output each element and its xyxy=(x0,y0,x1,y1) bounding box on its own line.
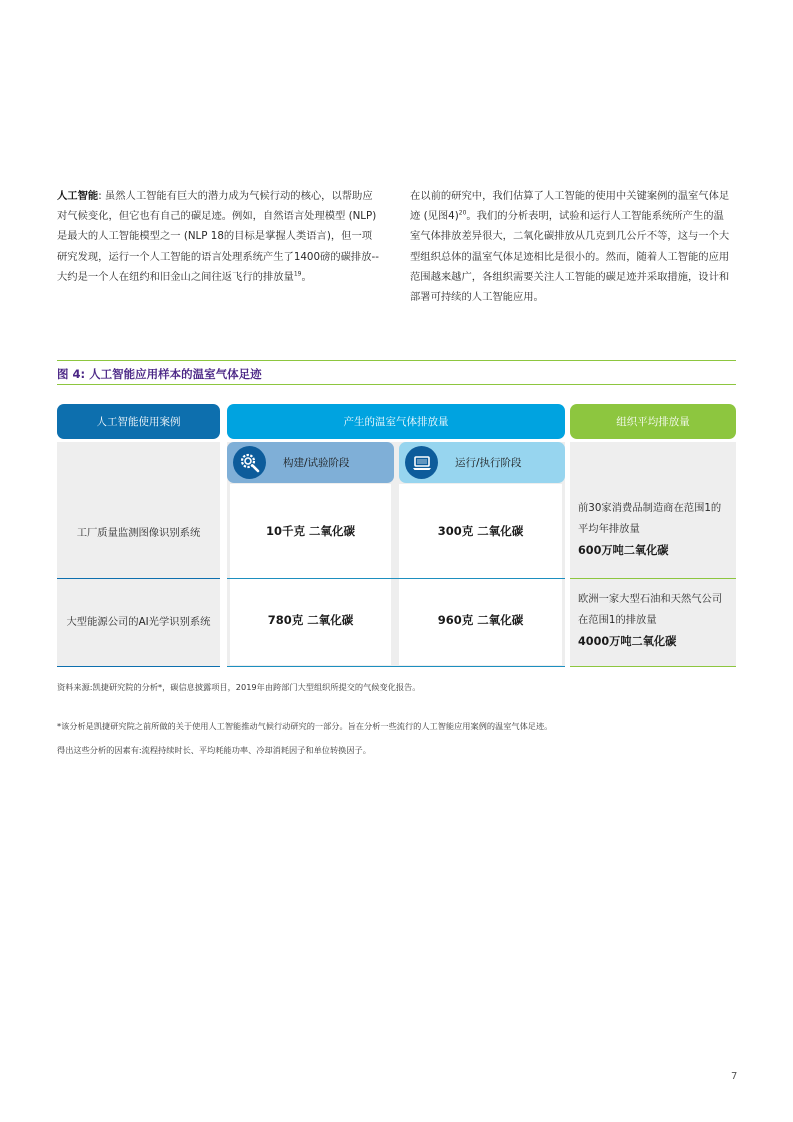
org-desc-line: 前30家消费品制造商在范围1的 xyxy=(578,502,722,514)
build-value-row-1: 10千克 二氧化碳 xyxy=(265,524,355,538)
body-left-line-5 xyxy=(57,267,382,287)
body-right-line-2 xyxy=(410,206,735,226)
body-right-line-1: 在以前的研究中，我们估算了人工智能的使用中关键案例的温室气体足 xyxy=(410,190,730,202)
header-use-case: 人工智能使用案例 xyxy=(57,404,220,439)
body-text: : 虽然人工智能有巨大的潜力成为气候行动的核心，以帮助应 xyxy=(98,190,373,202)
table-bottom-rule xyxy=(57,666,220,667)
figure-top-rule xyxy=(57,360,736,361)
build-value-row-2: 780克 二氧化碳 xyxy=(267,613,354,627)
laptop-icon xyxy=(405,446,438,479)
gear-magnifier-icon xyxy=(233,446,266,479)
org-cell-row-2 xyxy=(578,589,736,652)
body-right-line-3: 室气体排放差异很大，二氧化碳排放从几克到几公斤不等，这与一个大 xyxy=(410,230,730,243)
body-left-column xyxy=(57,186,382,287)
footnote-ref: 19 xyxy=(293,270,302,278)
body-left-line-4: 研究发现，运行一个人工智能的语言处理系统产生了1400磅的碳排放-- xyxy=(57,250,379,263)
footnote-ref: 20 xyxy=(458,209,467,217)
use-case-row-2: 大型能源公司的AI光学识别系统 xyxy=(66,616,211,628)
factors-note: 得出这些分析的因素有:流程持续时长、平均耗能功率、冷却消耗因子和单位转换因子。 xyxy=(57,745,371,755)
body-text: 大约是一个人在纽约和旧金山之间往返飞行的排放量 xyxy=(57,270,294,283)
phase-run-label: 运行/执行阶段 xyxy=(455,457,522,469)
org-desc-line: 平均年排放量 xyxy=(578,523,640,535)
row-divider xyxy=(570,578,736,579)
phase-build-label: 构建/试验阶段 xyxy=(283,457,350,469)
run-cell-bg xyxy=(399,484,562,665)
body-lead: 人工智能 xyxy=(57,190,99,202)
header-ghg-emissions: 产生的温室气体排放量 xyxy=(227,404,565,439)
table-bottom-rule xyxy=(570,666,736,667)
figure-title: 图 4: 人工智能应用样本的温室气体足迹 xyxy=(57,367,262,381)
org-cell-row-1 xyxy=(578,498,736,561)
page-number: 7 xyxy=(731,1071,738,1082)
source-note: 资料来源:凯捷研究院的分析*，碳信息披露项目，2019年由跨部门大型组织所提交的气候变化报告。 xyxy=(57,682,421,692)
body-right-line-6: 部署可持续的人工智能应用。 xyxy=(410,291,544,304)
footnote: *该分析是凯捷研究院之前所做的关于使用人工智能推动气候行动研究的一部分。旨在分析一些流行的人工智能应用案例的温室气体足迹。 xyxy=(57,721,553,731)
body-text: 。 xyxy=(301,270,312,283)
body-left-line-3: 是最大的人工智能模型之一 (NLP 18的目标是掌握人类语言)，但一项 xyxy=(57,230,373,243)
row-divider xyxy=(227,578,565,579)
org-value-row-2: 4000万吨二氧化碳 xyxy=(578,635,677,648)
run-value-row-1: 300克 二氧化碳 xyxy=(437,524,524,538)
row-divider xyxy=(57,578,220,579)
body-left-line-2: 对气候变化，但它也有自己的碳足迹。例如，自然语言处理模型 (NLP) xyxy=(57,210,377,223)
use-case-row-1: 工厂质量监测图像识别系统 xyxy=(76,527,201,539)
body-right-column xyxy=(410,186,735,307)
phase-build-header xyxy=(227,442,394,483)
use-case-column-bg xyxy=(57,442,220,667)
table-bottom-rule xyxy=(227,666,565,667)
phase-run-header xyxy=(399,442,565,483)
body-right-line-4: 型组织总体的温室气体足迹相比是很小的。然而，随着人工智能的应用 xyxy=(410,250,730,263)
org-desc-line: 欧洲一家大型石油和天然气公司 xyxy=(578,593,723,605)
build-cell-bg xyxy=(230,484,391,665)
figure-bottom-rule xyxy=(57,384,736,385)
body-text: 迹 (见图4) xyxy=(410,210,459,223)
org-desc-line: 在范围1的排放量 xyxy=(578,614,657,626)
body-left-line-1 xyxy=(57,186,382,206)
body-right-line-5: 范围越来越广，各组织需要关注人工智能的碳足迹并采取措施，设计和 xyxy=(410,270,730,283)
org-value-row-1: 600万吨二氧化碳 xyxy=(578,544,669,557)
body-text: 。我们的分析表明，试验和运行人工智能系统所产生的温 xyxy=(466,210,724,223)
header-org-average: 组织平均排放量 xyxy=(570,404,736,439)
run-value-row-2: 960克 二氧化碳 xyxy=(437,613,524,627)
